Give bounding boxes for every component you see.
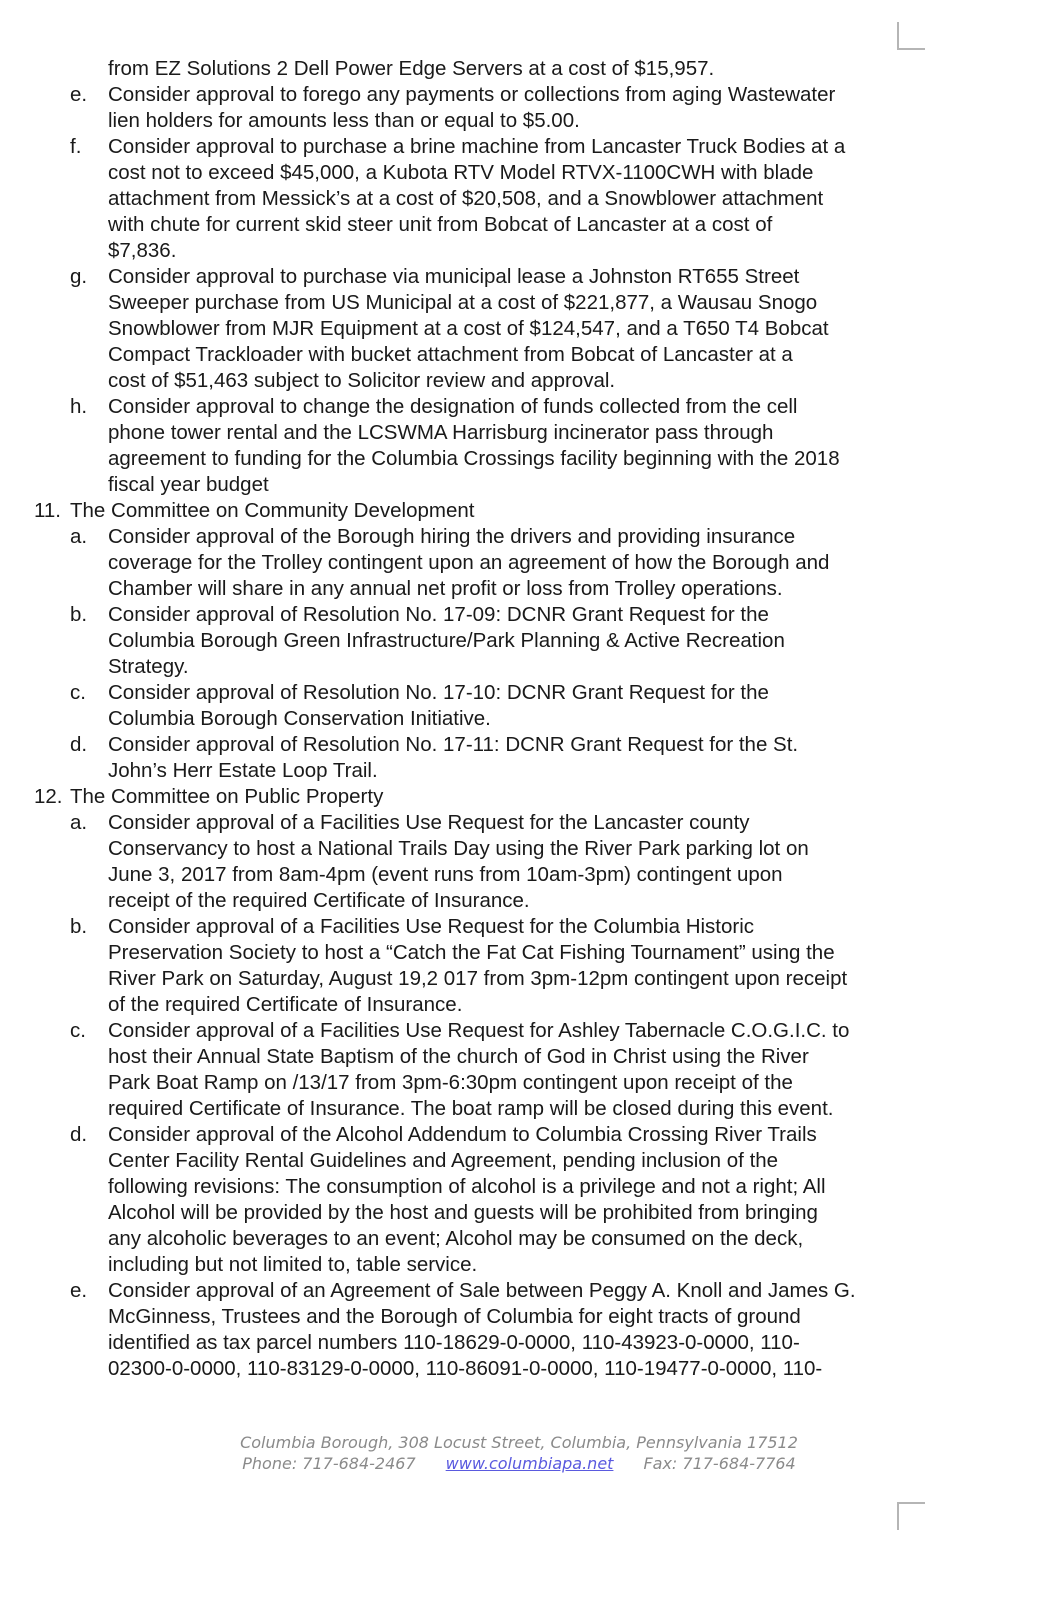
agenda-item-text-line: Consider approval to change the designation of funds collected from the cell <box>108 395 798 418</box>
agenda-item-marker: d. <box>70 1123 88 1146</box>
agenda-item-text-line: receipt of the required Certificate of Insurance. <box>108 889 530 912</box>
agenda-item-text-line: Consider approval to purchase a brine machine from Lancaster Truck Bodies at a <box>108 135 846 158</box>
agenda-item-text-line: Park Boat Ramp on /13/17 from 3pm-6:30pm contingent upon receipt of the <box>108 1071 793 1094</box>
section-title: The Committee on Community Development <box>70 499 475 522</box>
agenda-item-text-line: June 3, 2017 from 8am-4pm (event runs from 10am-3pm) contingent upon <box>108 863 783 886</box>
agenda-item-text-line: Sweeper purchase from US Municipal at a cost of $221,877, a Wausau Snogo <box>108 291 818 314</box>
agenda-item-marker: f. <box>70 135 82 158</box>
footer-fax: Fax: 717-684-7764 <box>643 1454 796 1473</box>
agenda-item-text-line: Consider approval of the Alcohol Addendum to Columbia Crossing River Trails <box>108 1123 817 1146</box>
agenda-item-text-line: Strategy. <box>108 655 189 678</box>
footer-contact <box>0 1453 1038 1474</box>
agenda-item-marker: c. <box>70 681 86 704</box>
agenda-item-text-line: Consider approval of the Borough hiring the drivers and providing insurance <box>108 525 796 548</box>
agenda-item-text-line: coverage for the Trolley contingent upon an agreement of how the Borough and <box>108 551 830 574</box>
agenda-item-text-line: Consider approval of Resolution No. 17-10: DCNR Grant Request for the <box>108 681 769 704</box>
agenda-item-text-line: 02300-0-0000, 110-83129-0-0000, 110-86091-0-0000, 110-19477-0-0000, 110- <box>108 1357 823 1380</box>
agenda-item-marker: a. <box>70 811 88 834</box>
agenda-item-text-line: Chamber will share in any annual net profit or loss from Trolley operations. <box>108 577 783 600</box>
agenda-item-text-line: Columbia Borough Green Infrastructure/Park Planning & Active Recreation <box>108 629 785 652</box>
agenda-item-text-line: any alcoholic beverages to an event; Alcohol may be consumed on the deck, <box>108 1227 804 1250</box>
agenda-item-text-line: host their Annual State Baptism of the church of God in Christ using the River <box>108 1045 809 1068</box>
agenda-item-text-line: phone tower rental and the LCSWMA Harrisburg incinerator pass through <box>108 421 774 444</box>
page-corner-mark-bottom <box>897 1502 925 1530</box>
agenda-item-text-line: River Park on Saturday, August 19,2 017 from 3pm-12pm contingent upon receipt <box>108 967 848 990</box>
agenda-item-text-line: lien holders for amounts less than or equal to $5.00. <box>108 109 580 132</box>
agenda-item-text-line: Snowblower from MJR Equipment at a cost of $124,547, and a T650 T4 Bobcat <box>108 317 829 340</box>
agenda-item-marker: e. <box>70 1279 88 1302</box>
agenda-item-text-line: McGinness, Trustees and the Borough of Columbia for eight tracts of ground <box>108 1305 801 1328</box>
agenda-item-marker: a. <box>70 525 88 548</box>
section-title: The Committee on Public Property <box>70 785 384 808</box>
agenda-item-text-line: Consider approval to purchase via municipal lease a Johnston RT655 Street <box>108 265 800 288</box>
continuation-text-line: from EZ Solutions 2 Dell Power Edge Servers at a cost of $15,957. <box>108 57 715 80</box>
footer-address: Columbia Borough, 308 Locust Street, Columbia, Pennsylvania 17512 <box>240 1433 798 1452</box>
agenda-item-text-line: cost of $51,463 subject to Solicitor review and approval. <box>108 369 616 392</box>
agenda-item-text-line: Consider approval of a Facilities Use Request for Ashley Tabernacle C.O.G.I.C. to <box>108 1019 850 1042</box>
agenda-item-marker: h. <box>70 395 88 418</box>
section-number: 12. <box>34 785 63 808</box>
agenda-item-text-line: Consider approval to forego any payments or collections from aging Wastewater <box>108 83 836 106</box>
agenda-item-marker: b. <box>70 603 88 626</box>
agenda-item-text-line: Consider approval of a Facilities Use Request for the Lancaster county <box>108 811 750 834</box>
agenda-item-marker: e. <box>70 83 88 106</box>
agenda-item-marker: c. <box>70 1019 86 1042</box>
agenda-item-text-line: fiscal year budget <box>108 473 269 496</box>
agenda-item-text-line: including but not limited to, table service. <box>108 1253 478 1276</box>
footer-phone: Phone: 717-684-2467 <box>242 1454 416 1473</box>
agenda-item-text-line: following revisions: The consumption of alcohol is a privilege and not a right; All <box>108 1175 826 1198</box>
page-corner-mark-top <box>897 22 925 50</box>
agenda-item-text-line: Consider approval of a Facilities Use Request for the Columbia Historic <box>108 915 755 938</box>
agenda-item-text-line: Compact Trackloader with bucket attachment from Bobcat of Lancaster at a <box>108 343 793 366</box>
agenda-item-text-line: Center Facility Rental Guidelines and Agreement, pending inclusion of the <box>108 1149 779 1172</box>
agenda-item-text-line: Alcohol will be provided by the host and guests will be prohibited from bringing <box>108 1201 818 1224</box>
agenda-item-text-line: cost not to exceed $45,000, a Kubota RTV Model RTVX-1100CWH with blade <box>108 161 814 184</box>
agenda-item-text-line: with chute for current skid steer unit from Bobcat of Lancaster at a cost of <box>108 213 773 236</box>
agenda-item-text-line: Preservation Society to host a “Catch the Fat Cat Fishing Tournament” using the <box>108 941 835 964</box>
agenda-item-text-line: Conservancy to host a National Trails Day using the River Park parking lot on <box>108 837 809 860</box>
agenda-item-text-line: attachment from Messick’s at a cost of $20,508, and a Snowblower attachment <box>108 187 824 210</box>
agenda-item-text-line: Consider approval of an Agreement of Sale between Peggy A. Knoll and James G. <box>108 1279 856 1302</box>
agenda-item-text-line: $7,836. <box>108 239 177 262</box>
agenda-item-text-line: required Certificate of Insurance. The boat ramp will be closed during this event. <box>108 1097 834 1120</box>
agenda-item-marker: b. <box>70 915 88 938</box>
agenda-item-text-line: Columbia Borough Conservation Initiative. <box>108 707 491 730</box>
footer-website-link[interactable]: www.columbiapa.net <box>445 1454 614 1473</box>
agenda-item-marker: g. <box>70 265 88 288</box>
agenda-item-text-line: Consider approval of Resolution No. 17-09: DCNR Grant Request for the <box>108 603 769 626</box>
agenda-item-text-line: Consider approval of Resolution No. 17-11: DCNR Grant Request for the St. <box>108 733 799 756</box>
agenda-item-marker: d. <box>70 733 88 756</box>
agenda-item-text-line: John’s Herr Estate Loop Trail. <box>108 759 378 782</box>
section-number: 11. <box>34 499 61 522</box>
agenda-item-text-line: identified as tax parcel numbers 110-18629-0-0000, 110-43923-0-0000, 110- <box>108 1331 800 1354</box>
agenda-item-text-line: agreement to funding for the Columbia Crossings facility beginning with the 2018 <box>108 447 840 470</box>
agenda-item-text-line: of the required Certificate of Insurance. <box>108 993 463 1016</box>
